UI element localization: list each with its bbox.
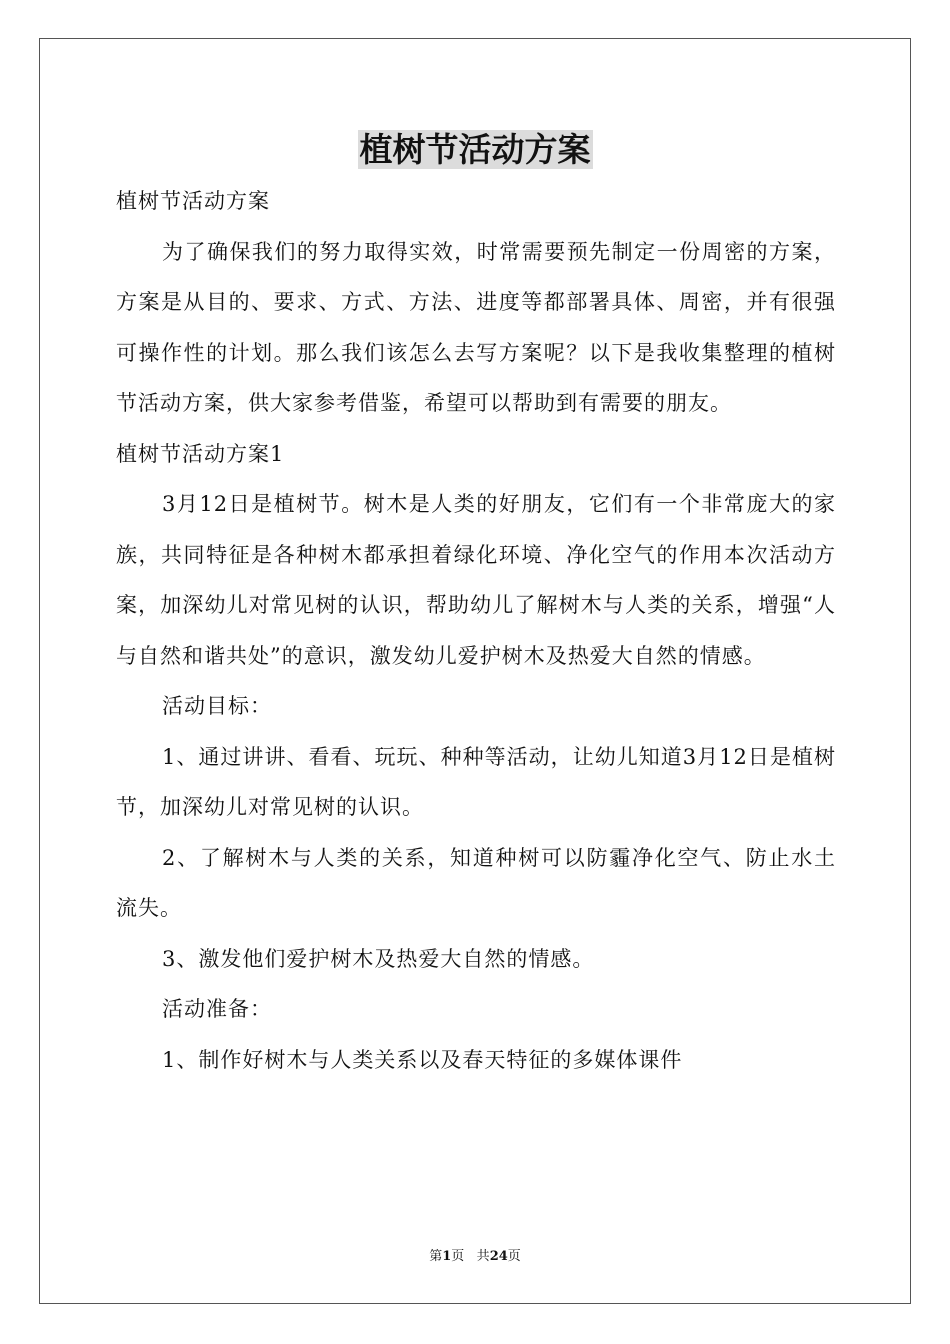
paragraph-preparation-1: 1、制作好树木与人类关系以及春天特征的多媒体课件: [162, 1047, 683, 1072]
footer-total-pages: 24: [489, 1249, 508, 1264]
paragraph-intro: 为了确保我们的努力取得实效，时常需要预先制定一份周密的方案，方案是从目的、要求、方式、方法、进度等都部署具体、周密，并有很强可操作性的计划。那么我们该怎么去写方案呢？以下是我收集整理的植树节活动方案，供大家参考借鉴，希望可以帮助到有需要的朋友。: [116, 239, 836, 415]
page-footer: [0, 1248, 950, 1266]
document-title: [0, 126, 950, 174]
document-body: [116, 176, 836, 1085]
paragraph-goal-2: 2、了解树木与人类的关系，知道种树可以防霾净化空气、防止水土流失。: [116, 845, 836, 920]
paragraph-goals-heading: 活动目标：: [162, 694, 272, 718]
paragraph-goal-1: 1、通过讲讲、看看、玩玩、种种等活动，让幼儿知道3月12日是植树节，加深幼儿对常见树的认识。: [116, 744, 836, 819]
footer-page-number: 1: [442, 1249, 452, 1264]
footer-total-suffix: 页: [507, 1249, 521, 1264]
paragraph-goal-3: 3、激发他们爱护树木及热爱大自然的情感。: [162, 946, 595, 971]
document-title-text: 植树节活动方案: [359, 130, 591, 169]
footer-total-prefix: 共: [476, 1249, 490, 1264]
paragraph-background: 3月12日是植树节。树木是人类的好朋友，它们有一个非常庞大的家族，共同特征是各种树木都承担着绿化环境、净化空气的作用本次活动方案，加深幼儿对常见树的认识，帮助幼儿了解树木与人类的关系，增强“人与自然和谐共处”的意识，激发幼儿爱护树木及热爱大自然的情感。: [116, 492, 836, 668]
paragraph-preparation-heading: 活动准备：: [162, 997, 272, 1021]
paragraph-section-heading: 植树节活动方案1: [116, 441, 285, 466]
footer-page-prefix: 第: [429, 1249, 443, 1264]
footer-page-suffix: 页: [451, 1249, 465, 1264]
paragraph-subtitle: 植树节活动方案: [116, 189, 270, 213]
